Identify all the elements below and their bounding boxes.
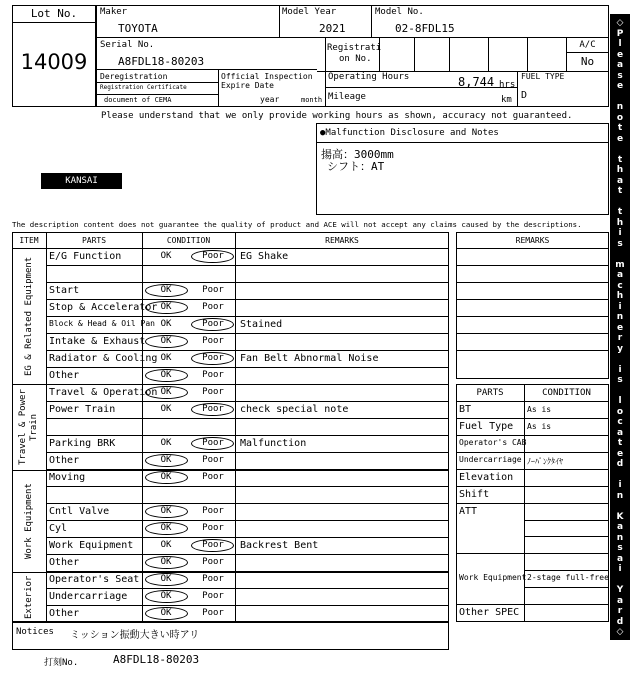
- side-notice-char: ◇: [616, 18, 624, 28]
- divider: [12, 22, 96, 23]
- spec-part: Undercarriage: [459, 455, 522, 464]
- divider: [414, 37, 415, 71]
- parts-header: PARTS: [81, 236, 107, 245]
- condition-poor[interactable]: Poor: [202, 285, 224, 295]
- side-notice-char: a: [616, 553, 624, 564]
- row-part: Cntl Valve: [49, 506, 110, 517]
- row-part: E/G Function: [49, 251, 122, 262]
- spec-condition: As is: [527, 405, 552, 414]
- spec-row-divider: [456, 452, 609, 453]
- divider: [517, 71, 518, 107]
- condition-poor[interactable]: Poor: [202, 302, 224, 312]
- row-part: Cyl: [49, 523, 68, 534]
- row-divider: [46, 282, 449, 283]
- group-travel: [14, 384, 44, 470]
- row-divider: [46, 554, 449, 555]
- side-notice-char: o: [616, 406, 624, 417]
- divider: [566, 52, 609, 53]
- spec-parts-header: PARTS: [476, 388, 504, 398]
- ok-selected-circle: [145, 590, 188, 603]
- ok-selected-circle: [145, 522, 188, 535]
- condition-ok[interactable]: OK: [160, 251, 172, 261]
- registration-label: Registrati: [327, 43, 382, 53]
- side-notice-char: m: [615, 259, 625, 270]
- condition-ok[interactable]: OK: [160, 472, 172, 482]
- deregistration-label: Deregistration: [100, 72, 168, 81]
- side-notice-char: h: [616, 165, 624, 176]
- condition-ok[interactable]: OK: [160, 557, 172, 567]
- side-notice-char: r: [617, 606, 623, 617]
- condition-ok[interactable]: OK: [160, 353, 172, 363]
- spec-part: Elevation: [459, 472, 514, 483]
- divider: [12, 572, 449, 573]
- condition-poor[interactable]: Poor: [202, 387, 224, 397]
- spec-part: Work Equipment: [459, 572, 527, 582]
- condition-poor[interactable]: Poor: [202, 540, 224, 550]
- ok-selected-circle: [145, 335, 188, 348]
- condition-poor[interactable]: Poor: [202, 574, 224, 584]
- spec-row-divider: [456, 604, 609, 605]
- divider: [527, 37, 528, 71]
- operating-hours-value: 8,744: [458, 75, 495, 89]
- row-part: Start: [49, 285, 80, 296]
- ok-selected-circle: [145, 505, 188, 518]
- side-notice-char: h: [616, 217, 624, 228]
- row-part: Other: [49, 557, 80, 568]
- spec-part: BT: [459, 404, 472, 415]
- condition-ok[interactable]: OK: [160, 523, 172, 533]
- model-year-label: Model Year: [282, 7, 337, 17]
- condition-ok[interactable]: OK: [160, 438, 172, 448]
- divider: [488, 37, 489, 71]
- notices-label: Notices: [16, 627, 54, 637]
- condition-ok[interactable]: OK: [160, 540, 172, 550]
- condition-poor[interactable]: Poor: [202, 336, 224, 346]
- right-remarks-box: [456, 232, 609, 379]
- divider: [12, 470, 449, 471]
- stamp-value: A8FDL18-80203: [113, 653, 200, 666]
- divider: [456, 316, 609, 317]
- side-notice-char: e: [616, 322, 624, 333]
- row-part: Operator's Seat: [49, 574, 140, 585]
- condition-poor[interactable]: Poor: [202, 370, 224, 380]
- malfunction-title: ●Malfunction Disclosure and Notes: [320, 128, 499, 138]
- row-part: Work Equipment: [49, 540, 134, 551]
- fuel-type-label: FUEL TYPE: [521, 72, 565, 81]
- condition-poor[interactable]: Poor: [202, 506, 224, 516]
- ok-selected-circle: [145, 556, 188, 569]
- km-label: km: [501, 95, 512, 105]
- condition-ok[interactable]: OK: [160, 506, 172, 516]
- row-part: Parking BRK: [49, 438, 116, 449]
- divider: [96, 94, 218, 95]
- divider: [456, 350, 609, 351]
- divider: [456, 333, 609, 334]
- side-notice-char: l: [618, 39, 622, 50]
- side-notice-char: n: [616, 490, 624, 501]
- location-badge: KANSAI: [41, 173, 122, 189]
- condition-ok[interactable]: OK: [160, 455, 172, 465]
- lot-label: Lot No.: [30, 7, 78, 20]
- condition-poor[interactable]: Poor: [202, 353, 224, 363]
- side-notice-char: c: [617, 417, 623, 428]
- row-remark: Fan Belt Abnormal Noise: [240, 353, 379, 364]
- serial-label: Serial No.: [100, 40, 155, 50]
- condition-ok[interactable]: OK: [160, 302, 172, 312]
- ok-selected-circle: [145, 471, 188, 484]
- divider: [235, 232, 236, 622]
- row-part: Other: [49, 608, 80, 619]
- spec-condition: As is: [527, 422, 552, 431]
- divider: [325, 69, 326, 107]
- lot-number: 14009: [20, 50, 88, 74]
- row-divider: [46, 316, 449, 317]
- hrs-label: hrs: [499, 80, 516, 90]
- divider: [218, 69, 219, 107]
- condition-ok[interactable]: OK: [160, 608, 172, 618]
- row-divider: [46, 265, 449, 266]
- registration-label-2: on No.: [339, 54, 372, 64]
- registration-certificate-label: Registration Certificate: [100, 84, 187, 91]
- spec-row-divider: [456, 553, 609, 554]
- operating-hours-label: Operating Hours: [328, 72, 410, 82]
- notices-value: ミッション振動大きい時アリ: [70, 630, 200, 641]
- cema-label: document of CEMA: [104, 96, 172, 104]
- row-part: Stop & Accelerator: [49, 302, 158, 313]
- condition-ok[interactable]: OK: [160, 387, 172, 397]
- row-remark: check special note: [240, 404, 349, 415]
- side-notice-char: r: [617, 333, 623, 344]
- month-label: month: [301, 96, 323, 104]
- condition-poor[interactable]: Poor: [202, 591, 224, 601]
- model-year-value: 2021: [319, 22, 346, 35]
- row-divider: [46, 367, 449, 368]
- side-notice-char: i: [618, 364, 622, 375]
- side-notice-char: e: [616, 448, 624, 459]
- row-divider: [46, 486, 449, 487]
- model-no-value: 02-8FDL15: [395, 22, 455, 35]
- row-divider: [46, 605, 449, 606]
- year-label: year: [260, 95, 280, 104]
- side-notice-char: s: [617, 375, 623, 386]
- side-notice-char: t: [617, 438, 623, 449]
- condition-poor[interactable]: Poor: [202, 404, 224, 414]
- spec-condition: 2-stage full-free: [527, 572, 609, 582]
- divider: [96, 37, 609, 38]
- model-no-label: Model No.: [375, 7, 424, 17]
- divider: [456, 299, 609, 300]
- side-notice-char: e: [616, 49, 624, 60]
- maker-label: Maker: [100, 7, 128, 17]
- side-notice-char: d: [616, 616, 624, 627]
- divider: [456, 248, 609, 249]
- row-divider: [46, 520, 449, 521]
- condition-poor[interactable]: Poor: [202, 557, 224, 567]
- row-remark: Backrest Bent: [240, 540, 319, 551]
- side-notice-char: t: [617, 154, 623, 165]
- divider: [449, 37, 450, 71]
- spec-row-divider: [456, 435, 609, 436]
- condition-poor[interactable]: Poor: [202, 608, 224, 618]
- group-work: Work Equipment: [24, 483, 34, 559]
- side-notice-char: a: [616, 595, 624, 606]
- condition-ok[interactable]: OK: [160, 574, 172, 584]
- row-remark: Malfunction: [240, 438, 307, 449]
- row-part: Undercarriage: [49, 591, 128, 602]
- divider: [96, 82, 218, 83]
- spec-condition: ﾉｰﾊﾟﾝｸﾀｲﾔ: [527, 457, 563, 466]
- row-divider: [46, 588, 449, 589]
- divider: [46, 232, 47, 622]
- condition-ok[interactable]: OK: [160, 319, 172, 329]
- row-divider: [46, 537, 449, 538]
- side-notice-strip: [610, 14, 630, 640]
- row-divider: [46, 350, 449, 351]
- row-divider: [46, 401, 449, 402]
- spec-row-divider: [456, 401, 609, 402]
- ac-value: No: [580, 55, 595, 68]
- side-notice-char: d: [616, 459, 624, 470]
- spec-sub-divider: [524, 587, 609, 588]
- row-divider: [46, 333, 449, 334]
- side-notice-char: o: [616, 112, 624, 123]
- side-notice-char: t: [617, 186, 623, 197]
- side-notice-char: h: [616, 291, 624, 302]
- condition-ok[interactable]: OK: [160, 591, 172, 601]
- ok-selected-circle: [145, 573, 188, 586]
- side-notice-char: i: [618, 301, 622, 312]
- row-divider: [46, 435, 449, 436]
- divider: [325, 37, 326, 71]
- spec-part: Fuel Type: [459, 421, 514, 432]
- row-part: Travel & Operation: [49, 387, 158, 398]
- side-notice-char: n: [616, 102, 624, 113]
- spec-condition-header: CONDITION: [542, 388, 591, 398]
- divider: [12, 248, 449, 249]
- item-header: ITEM: [19, 236, 39, 245]
- row-part: Other: [49, 455, 80, 466]
- spec-sub-divider: [524, 536, 609, 537]
- serial-value: A8FDL18-80203: [118, 55, 205, 68]
- side-notice-char: s: [617, 238, 623, 249]
- row-divider: [46, 469, 449, 470]
- ac-label: A/C: [579, 40, 596, 50]
- spec-part: Operator's CAB: [459, 438, 527, 447]
- ok-selected-circle: [145, 284, 188, 297]
- divider: [142, 232, 143, 622]
- side-notice-char: a: [616, 270, 624, 281]
- ok-selected-circle: [145, 386, 188, 399]
- side-notice-char: s: [617, 70, 623, 81]
- condition-ok[interactable]: OK: [160, 285, 172, 295]
- condition-ok[interactable]: OK: [160, 370, 172, 380]
- row-remark: Stained: [240, 319, 283, 330]
- poor-selected-circle: [191, 352, 234, 365]
- condition-poor[interactable]: Poor: [202, 319, 224, 329]
- side-notice-char: K: [616, 511, 624, 522]
- row-part: Power Train: [49, 404, 116, 415]
- side-notice-char: y: [617, 343, 623, 354]
- divider: [456, 265, 609, 266]
- group-travel-label: Travel & Power Train: [18, 389, 39, 465]
- row-part: Radiator & Cooling: [49, 353, 158, 364]
- poor-selected-circle: [191, 403, 234, 416]
- side-notice-char: i: [618, 228, 622, 239]
- side-notice-char: a: [616, 427, 624, 438]
- spec-row-divider: [456, 469, 609, 470]
- side-notice-char: a: [616, 175, 624, 186]
- side-notice-char: t: [617, 207, 623, 218]
- poor-selected-circle: [191, 318, 234, 331]
- ok-selected-circle: [145, 454, 188, 467]
- spec-sub-divider: [524, 570, 609, 571]
- row-divider: [46, 452, 449, 453]
- side-notice-char: a: [616, 522, 624, 533]
- condition-poor[interactable]: Poor: [202, 472, 224, 482]
- poor-selected-circle: [191, 539, 234, 552]
- divider: [456, 282, 609, 283]
- spec-row-divider: [456, 418, 609, 419]
- divider: [371, 5, 372, 37]
- spec-part: Shift: [459, 489, 490, 500]
- side-notice-char: s: [617, 543, 623, 554]
- row-divider: [46, 384, 449, 385]
- row-part: Moving: [49, 472, 86, 483]
- condition-ok[interactable]: OK: [160, 404, 172, 414]
- side-notice-char: ◇: [616, 627, 624, 638]
- right-remarks-header: REMARKS: [515, 236, 550, 245]
- condition-poor[interactable]: Poor: [202, 251, 224, 261]
- ok-selected-circle: [145, 369, 188, 382]
- stamp-label: 打刻No.: [44, 658, 79, 668]
- spec-row-divider: [456, 503, 609, 504]
- malfunction-note-2: シフト：AT: [327, 160, 385, 173]
- side-notice-char: i: [618, 564, 622, 575]
- side-notice-char: a: [616, 60, 624, 71]
- group-eg: EG & Related Equipment: [24, 256, 34, 376]
- row-divider: [46, 503, 449, 504]
- poor-selected-circle: [191, 437, 234, 450]
- side-notice-char: e: [616, 81, 624, 92]
- hours-notice: Please understand that we only provide working hours as shown, accuracy not guaranteed.: [101, 111, 573, 121]
- divider: [316, 142, 609, 143]
- condition-poor[interactable]: Poor: [202, 455, 224, 465]
- malfunction-note-1: 揚高：3000mm: [321, 148, 394, 161]
- side-notice-char: n: [616, 312, 624, 323]
- spec-part: Other SPEC: [459, 607, 520, 618]
- row-part: Other: [49, 370, 80, 381]
- spec-sub-divider: [524, 520, 609, 521]
- row-divider: [46, 299, 449, 300]
- row-part: Block & Head & Oil Pan: [49, 319, 155, 328]
- row-divider: [46, 571, 449, 572]
- side-notice-char: l: [618, 396, 622, 407]
- side-notice-char: e: [616, 133, 624, 144]
- side-notice-char: P: [616, 28, 624, 39]
- divider: [279, 5, 280, 37]
- row-divider: [46, 418, 449, 419]
- row-part: Intake & Exhaust: [49, 336, 146, 347]
- spec-part: ATT: [459, 506, 478, 517]
- expire-date-label: Expire Date: [221, 81, 274, 90]
- side-notice-char: n: [616, 532, 624, 543]
- official-inspection-label: Official Inspection: [221, 72, 313, 81]
- divider: [96, 69, 317, 70]
- maker-value: TOYOTA: [118, 22, 158, 35]
- side-notice-char: i: [618, 480, 622, 491]
- condition-poor[interactable]: Poor: [202, 438, 224, 448]
- mileage-label: Mileage: [328, 92, 366, 102]
- side-notice-char: t: [617, 123, 623, 134]
- ok-selected-circle: [145, 301, 188, 314]
- poor-selected-circle: [191, 250, 234, 263]
- side-notice-char: Y: [616, 585, 624, 596]
- ok-selected-circle: [145, 607, 188, 620]
- condition-ok[interactable]: OK: [160, 336, 172, 346]
- disclaimer: The description content does not guarantee the quality of product and ACE will not accept any claims caused by the descriptions.: [12, 220, 582, 229]
- side-notice-char: c: [617, 280, 623, 291]
- condition-header: CONDITION: [166, 236, 211, 245]
- remarks-header: REMARKS: [325, 236, 359, 245]
- group-exterior: Exterior: [24, 575, 34, 619]
- row-remark: EG Shake: [240, 251, 289, 262]
- fuel-type-value: D: [521, 90, 528, 101]
- condition-poor[interactable]: Poor: [202, 523, 224, 533]
- spec-row-divider: [456, 486, 609, 487]
